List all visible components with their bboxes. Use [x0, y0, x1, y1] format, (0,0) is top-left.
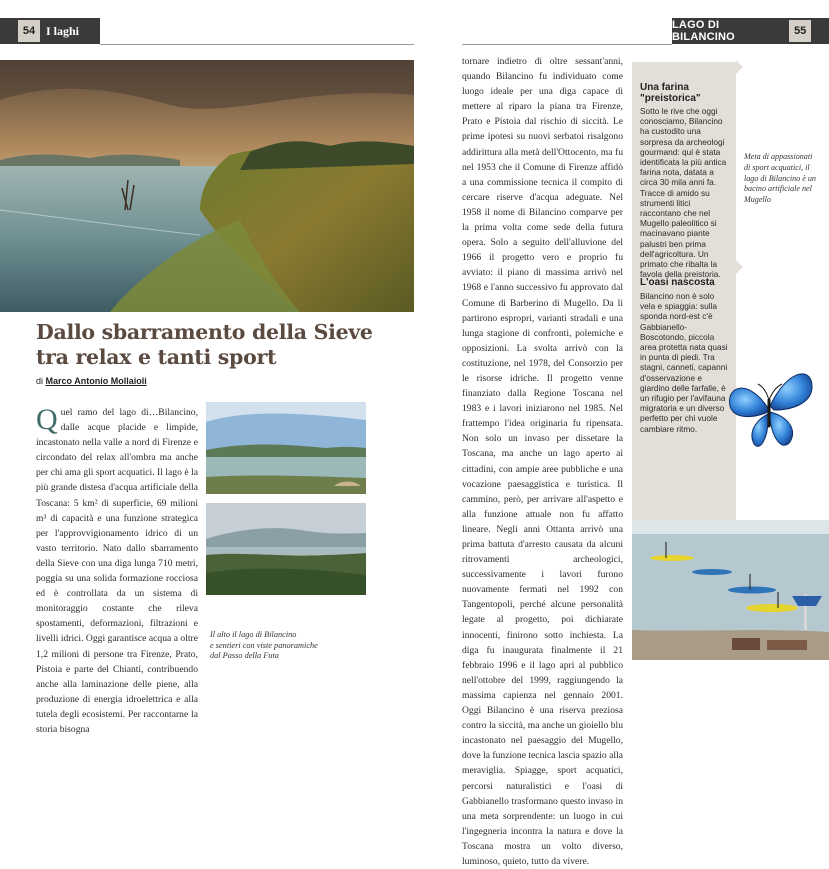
title-line-1: Dallo sbarramento della Sieve [36, 320, 373, 344]
article-column-2 [462, 54, 623, 869]
sidebar-box1-title [640, 82, 701, 104]
left-running-header [0, 18, 100, 44]
photo-caption-line-2: e sentieri con viste panoramiche [210, 640, 318, 650]
drop-cap: Q [36, 403, 58, 436]
byline-prefix: di [36, 376, 44, 386]
left-section-title: I laghi [46, 23, 80, 38]
right-page-number: 55 [789, 20, 811, 42]
sidebar-marker-1 [736, 60, 743, 74]
butterfly-image [718, 358, 818, 458]
sidebar-box2-title: L'oasi nascosta [640, 277, 715, 288]
left-page-number: 54 [18, 20, 40, 42]
sidebar-box1-text: Sotto le rive che oggi conosciamo, Bilancino ha custodito una sorpresa da archeologi gourmand: qui è stata identificata la più antica farina nota, datata a circa 30 mila anni fa. Tracce di amido su strumenti litici raccontano che nel Mugello paleolitico si macinavano piante palustri ben prima dell'agricoltura. Un primato che ribalta la favola della preistoria. [640, 106, 727, 280]
left-header-rule [100, 44, 414, 45]
box1-title-line-1: Una farina [640, 82, 689, 93]
right-running-header [672, 18, 829, 44]
sidebar-marker-2 [736, 260, 743, 274]
byline [36, 376, 147, 386]
article-column-1 [36, 405, 198, 737]
title-line-2: tra relax e tanti sport [36, 345, 277, 369]
lake-view-photo [206, 402, 366, 494]
sidebar-box2-text: Bilancino non è solo vela e spiaggia: sulla sponda nord-est c'è Gabbianello-Boscotondo, piccola area protetta nata quasi in punta di piedi. Tra stagni, canneti, capanni d'osservazione e giardino delle farfalle, è un rifugio per l'avifauna migratoria e un diverso perfetto per chi vuole cambiare ritmo. [640, 291, 728, 434]
right-section-title: LAGO DI BILANCINO [672, 19, 735, 43]
photo-caption-line-1: Il alto il lago di Bilancino [210, 630, 297, 639]
box1-title-line-2: "preistorica" [640, 93, 701, 104]
paddleboards-beach-photo [632, 520, 829, 660]
article-title [36, 320, 396, 370]
panoramic-hills-photo [206, 503, 366, 595]
column-1-text: uel ramo del lago di…Bilancino, dalle acque placide e limpide, incastonato nella valle a nord di Firenze e circondato del relax all'ombra ma anche per chi ama gli sport acquatici. Il lago è la più grande distesa d'acqua artificiale della Toscana: 5 km² di superficie, 69 milioni m³ di capacità e una funzione strategica per l'approvvigionamento idrico di un vasto territorio. Nato dallo sbarramento della Sieve con una diga lunga 710 metri, poggia su una solida formazione rocciosa ed è controllata da un sistema di monitoraggio costante che rileva spostamenti, deformazioni, filtrazioni e livelli idrici. Oggi garantisce acqua a oltre 1,2 milioni di persone tra Firenze, Prato, Pistoia e parte del Chianti, contribuendo anche alla laminazione delle piene, alla produzione di energia idroelettrica e alla tutela degli ecosistemi. Per raccontarne la storia bisogna [36, 407, 198, 735]
side-caption: Meta di appassionati di sport acquatici, il lago di Bilancino è un bacino artificiale nel Mugello [744, 152, 816, 205]
column-2-text: tornare indietro di oltre sessant'anni, quando Bilancino fu individuato come luogo ideale per una diga capace di mettere al riparo la piana tra Firenze, Prato e Pistoia dal rischio di siccità. Le prime ipotesi su nuovi serbatoi risalgono addirittura alla metà dell'Ottocento, ma fu nel 1953 che il Comune di Firenze affidò a una commissione tecnica il compito di cercare riserve d'acqua adeguate. Nel 1958 il nome di Bilancino comparve per la prima volta come sede della futura opera. Solo a seguito dell'alluvione del 1966 il progetto vero e proprio fu avviato: il piano di massima arrivò nel 1968 e l'anno successivo fu approvato dal Comune di Barberino di Mugello. Da lì partirono espropri, varianti stradali e una lunga stagione di confronti, polemiche e opposizioni. La svolta arrivò con la costituzione, nel 1978, del Consorzio per le risorse idriche. Il progetto venne finanziato dalla Regione Toscana nel 1983 e i lavori iniziarono nel 1985. Nel frattempo l'idea originaria fu ripensata. Non solo un invaso per dissetare la Toscana, ma anche un lago aperto ai cittadini, con ampie aree pubbliche e una vocazione paesaggistica e turistica. Il cammino, però, per arrivare all'aspetto e alla funzione attuale non fu affatto lineare. Negli anni Ottanta arrivò una prima battuta d'arresto causata da alcuni ritrovamenti archeologici, successivamente i lavori furono nuovamente fermati nel 1992 con Tangentopoli, perché alcune personalità legate al progetto, poi dichiarate innocenti, finirono sotto inchiesta. La diga fu inaugurata finalmente il 21 febbraio 1996 e il lago aprì al pubblico nell'ottobre del 1999, raggiungendo la massima capienza nel gennaio 2001. Oggi Bilancino è una riserva preziosa contro la siccità, ma anche un gioiello blu incastonato nel paesaggio del Mugello, dove la funzione tecnica lascia spazio alla meraviglia. Spiagge, sport acquatici, percorsi naturalistici e l'oasi di Gabbianello trasformano questo invaso in una meta sorprendente: un luogo in cui l'ingegneria incontra la natura e dove la Toscana mostra un volto diverso, luminoso, quieto, tutto da vivere. [462, 56, 623, 867]
author-name: Marco Antonio Mollaioli [45, 376, 147, 386]
photo-caption [210, 630, 360, 662]
right-header-rule [462, 44, 672, 45]
hero-lake-sunset-photo [0, 60, 414, 312]
photo-caption-line-3: dal Passo della Futa [210, 651, 279, 660]
